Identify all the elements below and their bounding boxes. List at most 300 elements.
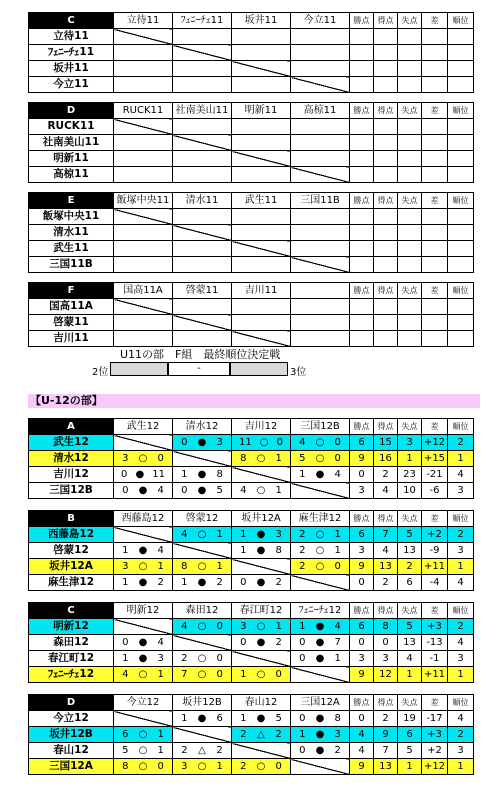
- score-part: 5: [216, 485, 223, 496]
- result-cell: [232, 331, 291, 347]
- result-cell: [173, 315, 232, 331]
- result-cell: [173, 29, 232, 45]
- team-name: 明新11: [29, 151, 114, 167]
- team-name: 三国12B: [29, 483, 114, 499]
- score-part: 0: [275, 761, 282, 772]
- result-cell: [291, 635, 350, 651]
- stat-cell: 6: [398, 575, 422, 591]
- score-part: 1: [216, 529, 223, 540]
- result-cell: [173, 543, 232, 559]
- stat-cell: [422, 257, 448, 273]
- stat-cell: -1: [422, 651, 448, 667]
- table-row: [29, 209, 474, 225]
- score-part: 4: [157, 637, 164, 648]
- result-cell: [291, 743, 350, 759]
- team-name: 今立11: [29, 77, 114, 93]
- result-cell: [114, 575, 173, 591]
- result-cell: [173, 241, 232, 257]
- team-name: 吉川12: [29, 467, 114, 483]
- stat-cell: [398, 315, 422, 331]
- stat-cell: [422, 119, 448, 135]
- stat-header: 差: [422, 103, 448, 119]
- result-cell: [173, 45, 232, 61]
- result-cell: [291, 45, 350, 61]
- table-row: [29, 619, 474, 635]
- result-cell: [291, 619, 350, 635]
- team-name: 国高11A: [29, 299, 114, 315]
- score-part: 2: [240, 729, 247, 740]
- result-cell: [232, 635, 291, 651]
- result-cell: [232, 483, 291, 499]
- group-table-f: [28, 282, 474, 347]
- playoff-right-label: 3位: [290, 367, 307, 378]
- stat-header: 失点: [398, 13, 422, 29]
- score-part: 1: [240, 545, 247, 556]
- stat-cell: [448, 299, 474, 315]
- header-row: [29, 283, 474, 299]
- stat-header: 得点: [374, 193, 398, 209]
- stat-header: 失点: [398, 283, 422, 299]
- stat-cell: 7: [374, 743, 398, 759]
- table-row: [29, 299, 474, 315]
- score-part: ●: [138, 637, 148, 648]
- result-cell: [232, 743, 291, 759]
- result-cell: [114, 527, 173, 543]
- score-part: ●: [197, 577, 207, 588]
- stat-cell: [448, 77, 474, 93]
- stat-header: 得点: [374, 13, 398, 29]
- stat-cell: [398, 77, 422, 93]
- score-part: ○: [197, 669, 207, 680]
- result-cell: [291, 299, 350, 315]
- stat-header: 差: [422, 419, 448, 435]
- table-row: [29, 435, 474, 451]
- result-cell: [114, 241, 173, 257]
- result-cell: [114, 559, 173, 575]
- stat-cell: 0: [374, 635, 398, 651]
- group-table-e: [28, 192, 474, 273]
- stat-cell: -4: [422, 575, 448, 591]
- score-part: 0: [216, 669, 223, 680]
- stat-cell: +3: [422, 727, 448, 743]
- result-cell: [173, 759, 232, 775]
- score-part: 5: [122, 745, 129, 756]
- result-cell: [232, 77, 291, 93]
- stat-cell: 1: [448, 759, 474, 775]
- result-cell: [173, 435, 232, 451]
- score-part: ○: [259, 437, 269, 448]
- score-part: 0: [276, 437, 283, 448]
- playoff-box-left: [110, 362, 168, 376]
- stat-cell: 2: [374, 711, 398, 727]
- score-part: 1: [275, 621, 282, 632]
- table-row: [29, 467, 474, 483]
- table-row: [29, 257, 474, 273]
- result-cell: [291, 331, 350, 347]
- score-part: 3: [275, 529, 282, 540]
- stat-header: 順位: [448, 103, 474, 119]
- stat-cell: [448, 209, 474, 225]
- result-cell: [173, 711, 232, 727]
- stat-header: 得点: [374, 103, 398, 119]
- result-cell: [291, 575, 350, 591]
- header-row: [29, 511, 474, 527]
- score-part: ●: [315, 637, 325, 648]
- table-row: [29, 77, 474, 93]
- score-part: 2: [157, 577, 164, 588]
- stat-cell: [398, 225, 422, 241]
- score-part: 1: [157, 561, 164, 572]
- team-header: 清水12: [173, 419, 232, 435]
- stat-cell: 6: [350, 435, 374, 451]
- stat-cell: [350, 77, 374, 93]
- stat-cell: [350, 29, 374, 45]
- group-label: B: [29, 511, 114, 527]
- stat-cell: +11: [422, 667, 448, 683]
- stat-cell: [398, 151, 422, 167]
- stat-cell: 3: [448, 483, 474, 499]
- stat-cell: [398, 257, 422, 273]
- score-part: 8: [334, 713, 341, 724]
- stat-cell: [374, 315, 398, 331]
- result-cell: [291, 711, 350, 727]
- result-cell: [114, 167, 173, 183]
- stat-cell: 3: [350, 483, 374, 499]
- stat-cell: [422, 45, 448, 61]
- score-part: ●: [256, 577, 266, 588]
- result-cell: [291, 527, 350, 543]
- table-row: [29, 727, 474, 743]
- score-part: ●: [315, 745, 325, 756]
- team-name: 武生11: [29, 241, 114, 257]
- stat-header: 差: [422, 283, 448, 299]
- score-part: 8: [122, 761, 129, 772]
- table-row: [29, 225, 474, 241]
- table-row: [29, 451, 474, 467]
- result-cell: [173, 451, 232, 467]
- score-part: 6: [216, 713, 223, 724]
- stat-cell: +2: [422, 743, 448, 759]
- result-cell: [114, 435, 173, 451]
- result-cell: [114, 209, 173, 225]
- header-row: [29, 695, 474, 711]
- score-part: 3: [122, 561, 129, 572]
- score-part: 1: [122, 545, 129, 556]
- score-part: ○: [315, 561, 325, 572]
- stat-cell: 3: [398, 435, 422, 451]
- team-name: 吉川11: [29, 331, 114, 347]
- score-part: ●: [256, 637, 266, 648]
- score-part: 0: [157, 453, 164, 464]
- stat-cell: -21: [422, 467, 448, 483]
- group-label: E: [29, 193, 114, 209]
- stat-cell: [374, 77, 398, 93]
- table-row: [29, 667, 474, 683]
- team-header: 武生12: [114, 419, 173, 435]
- stat-cell: [374, 257, 398, 273]
- team-name: 春江町12: [29, 651, 114, 667]
- score-part: 1: [216, 761, 223, 772]
- stat-cell: [448, 119, 474, 135]
- result-cell: [232, 543, 291, 559]
- stat-cell: 2: [448, 527, 474, 543]
- stat-cell: +2: [422, 527, 448, 543]
- team-name: ﾌｪﾆｰﾁｪ12: [29, 667, 114, 683]
- result-cell: [291, 77, 350, 93]
- score-part: 5: [299, 453, 306, 464]
- score-part: 1: [181, 577, 188, 588]
- score-part: ●: [256, 713, 266, 724]
- score-part: 1: [216, 561, 223, 572]
- result-cell: [291, 61, 350, 77]
- result-cell: [114, 299, 173, 315]
- team-name: 飯塚中央11: [29, 209, 114, 225]
- score-part: 3: [181, 761, 188, 772]
- stat-cell: [374, 29, 398, 45]
- result-cell: [173, 331, 232, 347]
- team-name: 立待11: [29, 29, 114, 45]
- score-part: ●: [138, 545, 148, 556]
- stat-header: 得点: [374, 283, 398, 299]
- table-row: [29, 331, 474, 347]
- team-name: 啓蒙11: [29, 315, 114, 331]
- team-name: 西藤島12: [29, 527, 114, 543]
- score-part: 1: [122, 653, 129, 664]
- team-name: 坂井12B: [29, 727, 114, 743]
- stat-cell: 9: [374, 727, 398, 743]
- stat-cell: 9: [350, 559, 374, 575]
- stat-cell: 3: [448, 651, 474, 667]
- score-part: ●: [315, 713, 325, 724]
- team-name: 坂井12A: [29, 559, 114, 575]
- result-cell: [114, 619, 173, 635]
- stat-cell: 3: [448, 543, 474, 559]
- result-cell: [114, 77, 173, 93]
- score-part: 2: [299, 529, 306, 540]
- score-part: ○: [197, 529, 207, 540]
- score-part: 1: [181, 469, 188, 480]
- stat-header: 失点: [398, 603, 422, 619]
- playoff-title: U11の部 F組 最終順位決定戦: [120, 348, 281, 361]
- header-row: [29, 103, 474, 119]
- stat-cell: 1: [448, 559, 474, 575]
- team-name: ﾌｪﾆｰﾁｪ11: [29, 45, 114, 61]
- result-cell: [173, 483, 232, 499]
- result-cell: [173, 299, 232, 315]
- stat-header: 差: [422, 603, 448, 619]
- stat-cell: [350, 299, 374, 315]
- result-cell: [173, 559, 232, 575]
- result-cell: [232, 575, 291, 591]
- stat-cell: [448, 167, 474, 183]
- result-cell: [291, 119, 350, 135]
- result-cell: [232, 167, 291, 183]
- score-part: 8: [275, 545, 282, 556]
- stat-header: 差: [422, 13, 448, 29]
- group-table-d: [28, 102, 474, 183]
- group-table-c: [28, 602, 474, 683]
- team-name: 清水11: [29, 225, 114, 241]
- stat-cell: 0: [350, 467, 374, 483]
- stat-cell: [374, 151, 398, 167]
- team-header: 三国12A: [291, 695, 350, 711]
- stat-cell: [398, 167, 422, 183]
- group-table-b: [28, 510, 474, 591]
- stat-cell: 1: [448, 451, 474, 467]
- stat-cell: +11: [422, 559, 448, 575]
- team-name: 清水12: [29, 451, 114, 467]
- stat-header: 勝点: [350, 13, 374, 29]
- stat-cell: [350, 331, 374, 347]
- score-part: 11: [239, 437, 252, 448]
- stat-cell: 4: [448, 467, 474, 483]
- header-row: [29, 193, 474, 209]
- result-cell: [173, 619, 232, 635]
- stat-header: 順位: [448, 603, 474, 619]
- team-header: 坂井12B: [173, 695, 232, 711]
- stat-cell: [350, 315, 374, 331]
- team-header: 今立12: [114, 695, 173, 711]
- stat-header: 勝点: [350, 695, 374, 711]
- result-cell: [291, 543, 350, 559]
- stat-cell: [448, 331, 474, 347]
- result-cell: [291, 451, 350, 467]
- score-part: 0: [216, 621, 223, 632]
- score-part: 1: [275, 485, 282, 496]
- score-part: △: [257, 729, 265, 740]
- team-header: 吉川11: [232, 283, 291, 299]
- result-cell: [232, 209, 291, 225]
- score-part: ○: [138, 761, 148, 772]
- team-header: 三国12B: [291, 419, 350, 435]
- table-row: [29, 543, 474, 559]
- stat-cell: [422, 331, 448, 347]
- score-part: ○: [138, 745, 148, 756]
- table-row: [29, 759, 474, 775]
- stat-cell: [448, 61, 474, 77]
- stat-cell: 2: [374, 467, 398, 483]
- result-cell: [291, 315, 350, 331]
- stat-cell: [374, 135, 398, 151]
- result-cell: [114, 483, 173, 499]
- stat-cell: 4: [398, 651, 422, 667]
- score-part: 8: [181, 561, 188, 572]
- stat-cell: 4: [350, 727, 374, 743]
- stat-cell: [350, 257, 374, 273]
- score-part: 0: [334, 561, 341, 572]
- score-part: 4: [122, 669, 129, 680]
- score-part: 0: [121, 469, 128, 480]
- team-header: 啓蒙11: [173, 283, 232, 299]
- stat-header: 勝点: [350, 283, 374, 299]
- score-part: 3: [334, 729, 341, 740]
- stat-cell: 7: [374, 527, 398, 543]
- result-cell: [232, 559, 291, 575]
- result-cell: [114, 45, 173, 61]
- stat-header: 差: [422, 193, 448, 209]
- stat-cell: 12: [374, 667, 398, 683]
- stat-header: 順位: [448, 193, 474, 209]
- table-row: [29, 29, 474, 45]
- score-part: 0: [122, 637, 129, 648]
- score-part: 1: [299, 621, 306, 632]
- score-part: 4: [181, 621, 188, 632]
- team-header: 吉川12: [232, 419, 291, 435]
- result-cell: [114, 151, 173, 167]
- team-header: 明新11: [232, 103, 291, 119]
- result-cell: [232, 151, 291, 167]
- stat-cell: 3: [350, 543, 374, 559]
- result-cell: [173, 61, 232, 77]
- score-part: 4: [157, 545, 164, 556]
- score-part: 7: [334, 637, 341, 648]
- stat-header: 勝点: [350, 193, 374, 209]
- score-part: 1: [275, 453, 282, 464]
- stat-cell: [422, 167, 448, 183]
- score-part: ●: [315, 729, 325, 740]
- result-cell: [114, 467, 173, 483]
- team-header: 森田12: [173, 603, 232, 619]
- stat-cell: 4: [350, 743, 374, 759]
- stat-cell: [350, 61, 374, 77]
- stat-cell: 4: [448, 711, 474, 727]
- result-cell: [291, 225, 350, 241]
- score-part: 3: [122, 453, 129, 464]
- stat-cell: +3: [422, 619, 448, 635]
- result-cell: [291, 135, 350, 151]
- stat-cell: [422, 225, 448, 241]
- score-part: ●: [256, 529, 266, 540]
- stat-cell: [448, 45, 474, 61]
- team-header: 春山12: [232, 695, 291, 711]
- header-row: [29, 13, 474, 29]
- stat-cell: [374, 331, 398, 347]
- stat-cell: [422, 151, 448, 167]
- table-row: [29, 711, 474, 727]
- header-row: [29, 419, 474, 435]
- score-part: 4: [334, 621, 341, 632]
- stat-header: 失点: [398, 193, 422, 209]
- table-row: [29, 151, 474, 167]
- score-part: ○: [138, 669, 148, 680]
- score-part: 2: [275, 729, 282, 740]
- stat-header: 順位: [448, 695, 474, 711]
- score-part: 11: [152, 469, 165, 480]
- team-header: ﾌｪﾆｰﾁｪ11: [173, 13, 232, 29]
- stat-cell: [350, 225, 374, 241]
- table-row: [29, 527, 474, 543]
- score-part: ○: [256, 485, 266, 496]
- result-cell: [173, 225, 232, 241]
- result-cell: [173, 467, 232, 483]
- score-part: 4: [334, 469, 341, 480]
- team-name: 森田12: [29, 635, 114, 651]
- result-cell: [291, 483, 350, 499]
- result-cell: [114, 29, 173, 45]
- score-part: 0: [299, 745, 306, 756]
- score-part: ●: [315, 469, 325, 480]
- score-part: ●: [256, 545, 266, 556]
- score-part: 2: [240, 761, 247, 772]
- playoff-left-label: 2位: [92, 367, 109, 378]
- score-part: ●: [138, 577, 148, 588]
- stat-cell: [374, 61, 398, 77]
- result-cell: [232, 451, 291, 467]
- result-cell: [173, 727, 232, 743]
- stat-header: 順位: [448, 419, 474, 435]
- team-header: ﾌｪﾆｰﾁｪ12: [291, 603, 350, 619]
- table-row: [29, 167, 474, 183]
